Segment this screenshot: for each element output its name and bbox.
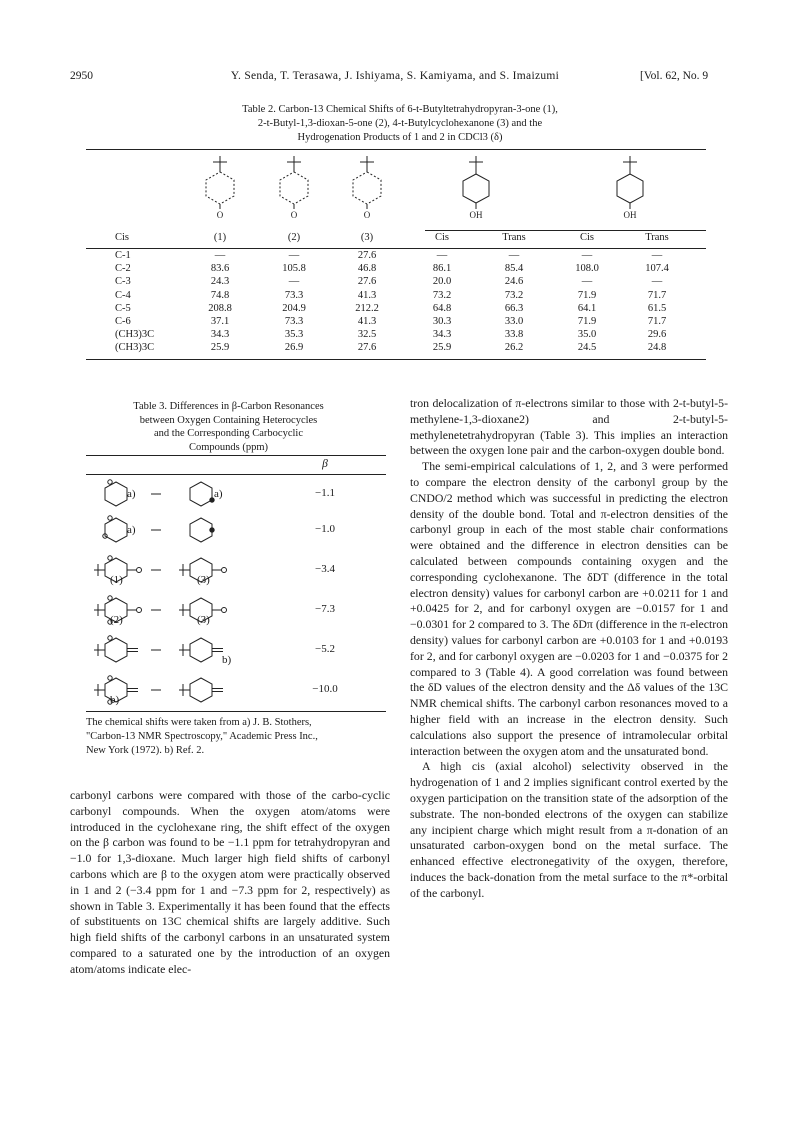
table2-caption-line: Table 2. Carbon-13 Chemical Shifts of 6-t-Butyltetrahydropyran-3-one (1), — [242, 104, 558, 115]
table2-cell: — — [288, 276, 300, 288]
table2-sub-rule — [425, 230, 706, 231]
cyclohexane-structure — [190, 482, 214, 506]
table2-cell: 204.9 — [282, 302, 306, 314]
table3-left-label: (2) — [110, 614, 123, 626]
tetrahydropyran-structure — [105, 480, 127, 506]
footnote-line: New York (1972). b) Ref. 2. — [86, 745, 205, 756]
table3-caption — [96, 400, 361, 454]
table3-caption-line: and the Corresponding Carbocyclic — [154, 428, 303, 439]
footnote-line: "Carbon-13 NMR Spectroscopy," Academic Press Inc., — [86, 731, 318, 742]
table2-cell: 73.3 — [284, 289, 304, 301]
table3-value: −3.4 — [315, 563, 335, 575]
table2-cell: 108.0 — [575, 263, 599, 275]
table2-cell: 85.4 — [504, 263, 524, 275]
cyclohexane-structure — [190, 518, 214, 542]
table3-left-label: a) — [127, 488, 136, 500]
page-number: 2950 — [70, 70, 93, 82]
table2-cell: 46.8 — [357, 263, 377, 275]
table3-column-header: β — [322, 458, 328, 470]
table2-caption-line: 2-t-Butyl-1,3-dioxan-5-one (2), 4-t-Butylcyclohexanone (3) and the — [257, 118, 543, 129]
table3-value: −10.0 — [312, 683, 338, 695]
table2-header-cell: (1) — [213, 232, 227, 243]
table2-cell: 33.0 — [504, 316, 524, 327]
body-paragraph: carbonyl carbons were compared with those of the carbo-cyclic carbonyl compounds. When the oxygen atom/atoms were introduced in the cyclohexane ring, the shift effect of the oxygen on the β carbon was found to be −1.1 ppm for tetrahydropyran and −1.0 for 1,3-dioxane. Much larger high field shifts of carbonyl carbons which are β to the oxygen atom were practically observed in 1 and 2 (−3.4 ppm for 1 and −7.3 ppm for 2, respectively) as shown in Table 3. Experimentally it has been found that the effects of substituents on 13C chemical shifts are largely additive. Such high field shifts of the carbonyl carbons in an unsaturated system compared to a saturated one by the introduction of an oxygen atom/atoms indicate elec- — [70, 788, 390, 976]
table2-cell: 37.1 — [210, 316, 230, 327]
table3-right-label: (3) — [197, 614, 210, 626]
table3-caption-line: Compounds (ppm) — [188, 441, 269, 453]
table2-cell: 64.8 — [432, 302, 452, 314]
table2-row-label: C-1 — [115, 250, 131, 261]
table2-header-rule — [86, 248, 706, 249]
table2-cell: 73.2 — [504, 289, 524, 301]
table2-header-cell: Cis — [579, 232, 594, 243]
table2-header-cell: (2) — [287, 232, 301, 243]
table3-footnote — [86, 716, 386, 758]
left-column — [70, 788, 390, 978]
table2-cell: 64.1 — [577, 302, 597, 314]
table2-cell: 86.1 — [432, 263, 452, 275]
table2-cell: 27.6 — [357, 276, 377, 288]
table3-right-label: b) — [222, 654, 232, 666]
right-column — [410, 396, 728, 902]
table2-cell: 27.6 — [357, 342, 377, 354]
table2-row-label: C-6 — [115, 316, 131, 327]
table2-cell: 35.3 — [284, 329, 304, 341]
table3-header-rule — [86, 474, 386, 475]
body-paragraph: A high cis (axial alcohol) selectivity observed in the hydrogenation of 1 and 2 implies significant control exerted by the oxygen participation on the transition state of the adsorption of the substrate. The non-bonded electrons of the oxygen can stabilize any incipient charge which might result from a π-donation of an unsaturated carbon-oxygen bond on the metal surface. The enhanced effective electronegativity of the oxygen, therefore, induces the back-donation from the metal surface to the π*-orbital of the carbonyl. — [410, 759, 728, 900]
table2-cell: 34.3 — [210, 329, 230, 341]
table3-value: −5.2 — [315, 643, 335, 655]
dioxane-structure — [103, 516, 127, 542]
table3-caption-line: Table 3. Differences in β-Carbon Resonances — [133, 401, 324, 412]
table3-top-rule — [86, 455, 386, 456]
methylene-tetrahydropyran-structure — [94, 636, 138, 662]
table2-row-label: C-2 — [115, 263, 131, 275]
table2-body — [0, 250, 793, 360]
table2-cell: — — [508, 250, 520, 261]
table2-cell: 34.3 — [432, 329, 452, 341]
table2-cell: 107.4 — [645, 263, 669, 275]
table2-header-cell: Trans — [502, 232, 526, 243]
structure-label: OH — [623, 210, 637, 220]
table2-cell: 26.9 — [284, 342, 304, 354]
body-paragraph: The semi-empirical calculations of 1, 2, and 3 were performed to compare the electron density of the carbonyl group by the CNDO/2 method which was successful in predicting the electron density of the double bond. Total and π-electron densities of the carbonyl group in each of the most stable chair conformations were obtained and the difference in electron densities can be calculated between compounds containing oxygen and the corresponding cyclohexanone. The δDT (difference in the total electron density) values for carbonyl carbon are +0.0211 for 1 and +0.0425 for 2, and for carbonyl oxygen are −0.0157 for 1 and −0.0301 for 2 compared to 3. The δDπ (difference in the π-electron density) values for carbonyl carbon are +0.0103 for 1 and +0.0193 for 2, and for carbonyl oxygen are −0.0203 for 1 and −0.0375 for 2 compared to 3 (Table 4). A good correlation was found between the δD values of the electron density and the Δδ values of the 13C NMR chemical shifts. The carbonyl carbon resonances moved to a higher field with an increase in the electron density. Such calculations also support the presence of intramolecular orbital interaction between the oxygen atom and the unsaturated bond. — [410, 459, 728, 758]
structure-label: OH — [469, 210, 483, 220]
table3-value: −1.0 — [315, 523, 335, 535]
table2-cell: 25.9 — [210, 342, 230, 354]
table3-left-label: a) — [127, 524, 136, 536]
table2-cell: 105.8 — [282, 263, 306, 275]
alcohol-1-structure — [463, 156, 489, 209]
table2-cell: 41.3 — [357, 289, 377, 301]
table2-cell: 71.9 — [577, 289, 597, 301]
ketone-1-structure — [206, 156, 234, 209]
structure-label: O — [216, 210, 224, 220]
table2-cell: — — [436, 250, 448, 261]
table2-cell: 35.0 — [577, 329, 597, 341]
alcohol-2-structure — [617, 156, 643, 209]
table2-header-cell: Trans — [645, 232, 669, 243]
table2-caption-line: Hydrogenation Products of 1 and 2 in CDCl3 (δ) — [297, 132, 503, 143]
table2-cell: — — [581, 250, 593, 261]
table2-cell: 71.9 — [577, 316, 597, 327]
table3-caption-line: between Oxygen Containing Heterocycles — [139, 414, 318, 426]
table3-structures — [86, 476, 306, 712]
table2-cell: 73.2 — [432, 289, 452, 301]
table3-left-label: (1) — [110, 574, 123, 586]
table2-top-rule — [86, 149, 706, 150]
ketone-3-structure — [353, 156, 381, 209]
table2-cell: 24.6 — [504, 276, 524, 288]
table2-cell: — — [651, 250, 663, 261]
table2-header-row — [0, 232, 793, 246]
table2-row-label: C-5 — [115, 302, 131, 314]
table2-row-label: (CH3)3C — [115, 342, 155, 354]
table2-cell: — — [288, 250, 300, 261]
table2-header-cell: Cis — [115, 232, 130, 243]
table2-cell: — — [581, 276, 593, 288]
table3-left-label: b) — [110, 694, 120, 706]
table2-cell: 32.5 — [357, 329, 377, 341]
table2-cell: 27.6 — [357, 250, 377, 261]
table3-right-label: a) — [214, 488, 223, 500]
structure-label: O — [290, 210, 298, 220]
table2-cell: — — [214, 250, 226, 261]
table2-caption — [150, 103, 650, 145]
table2-row-label: (CH3)3C — [115, 329, 155, 341]
table2-cell: 20.0 — [432, 276, 452, 288]
table2-bottom-rule — [86, 359, 706, 360]
table2-cell: 24.3 — [210, 276, 230, 288]
body-paragraph: tron delocalization of π-electrons similar to those with 2-t-butyl-5-methylene-1,3-dioxane2) and 2-t-butyl-5-methylenetetrahydropyran (Table 3). This implies an interaction between the oxygen lone pair and the carbon-oxygen double bond. — [410, 396, 728, 458]
methylenecyclohexane-structure — [179, 678, 223, 702]
table2-cell: 41.3 — [357, 316, 377, 327]
volume-label: [Vol. 62, No. 9 — [640, 70, 709, 82]
table2-cell: 71.7 — [647, 289, 667, 301]
table2-cell: 74.8 — [210, 289, 230, 301]
ketone-2-structure — [280, 156, 308, 209]
running-header-authors: Y. Senda, T. Terasawa, J. Ishiyama, S. Kamiyama, and S. Imaizumi — [230, 70, 560, 82]
table2-cell: 26.2 — [504, 342, 524, 354]
table2-cell: 66.3 — [504, 302, 524, 314]
table2-structures — [86, 152, 706, 228]
table2-cell: 33.8 — [504, 329, 524, 341]
table3-value: −7.3 — [315, 603, 335, 615]
table2-cell: 73.3 — [284, 316, 304, 327]
table2-cell: 29.6 — [647, 329, 667, 341]
table3-right-label: (3) — [197, 574, 210, 586]
table2-cell: 25.9 — [432, 342, 452, 354]
table2-cell: 30.3 — [432, 316, 452, 327]
table2-cell: 83.6 — [210, 263, 230, 275]
table2-cell: 61.5 — [647, 302, 667, 314]
table2-cell: 24.5 — [577, 342, 597, 354]
table2-cell: 212.2 — [355, 302, 379, 314]
table2-cell: 71.7 — [647, 316, 667, 327]
table2-row-label: C-3 — [115, 276, 131, 288]
footnote-line: The chemical shifts were taken from a) J. B. Stothers, — [86, 717, 312, 728]
table2-header-cell: Cis — [434, 232, 449, 243]
structure-label: O — [363, 210, 371, 220]
table2-cell: — — [651, 276, 663, 288]
methylenecyclohexane-structure — [179, 638, 223, 662]
table2-header-cell: (3) — [360, 232, 374, 243]
table2-row-label: C-4 — [115, 289, 131, 301]
table3-bottom-rule — [86, 711, 386, 712]
table2-cell: 208.8 — [208, 302, 232, 314]
table2-cell: 24.8 — [647, 342, 667, 354]
table3-value: −1.1 — [315, 487, 335, 499]
